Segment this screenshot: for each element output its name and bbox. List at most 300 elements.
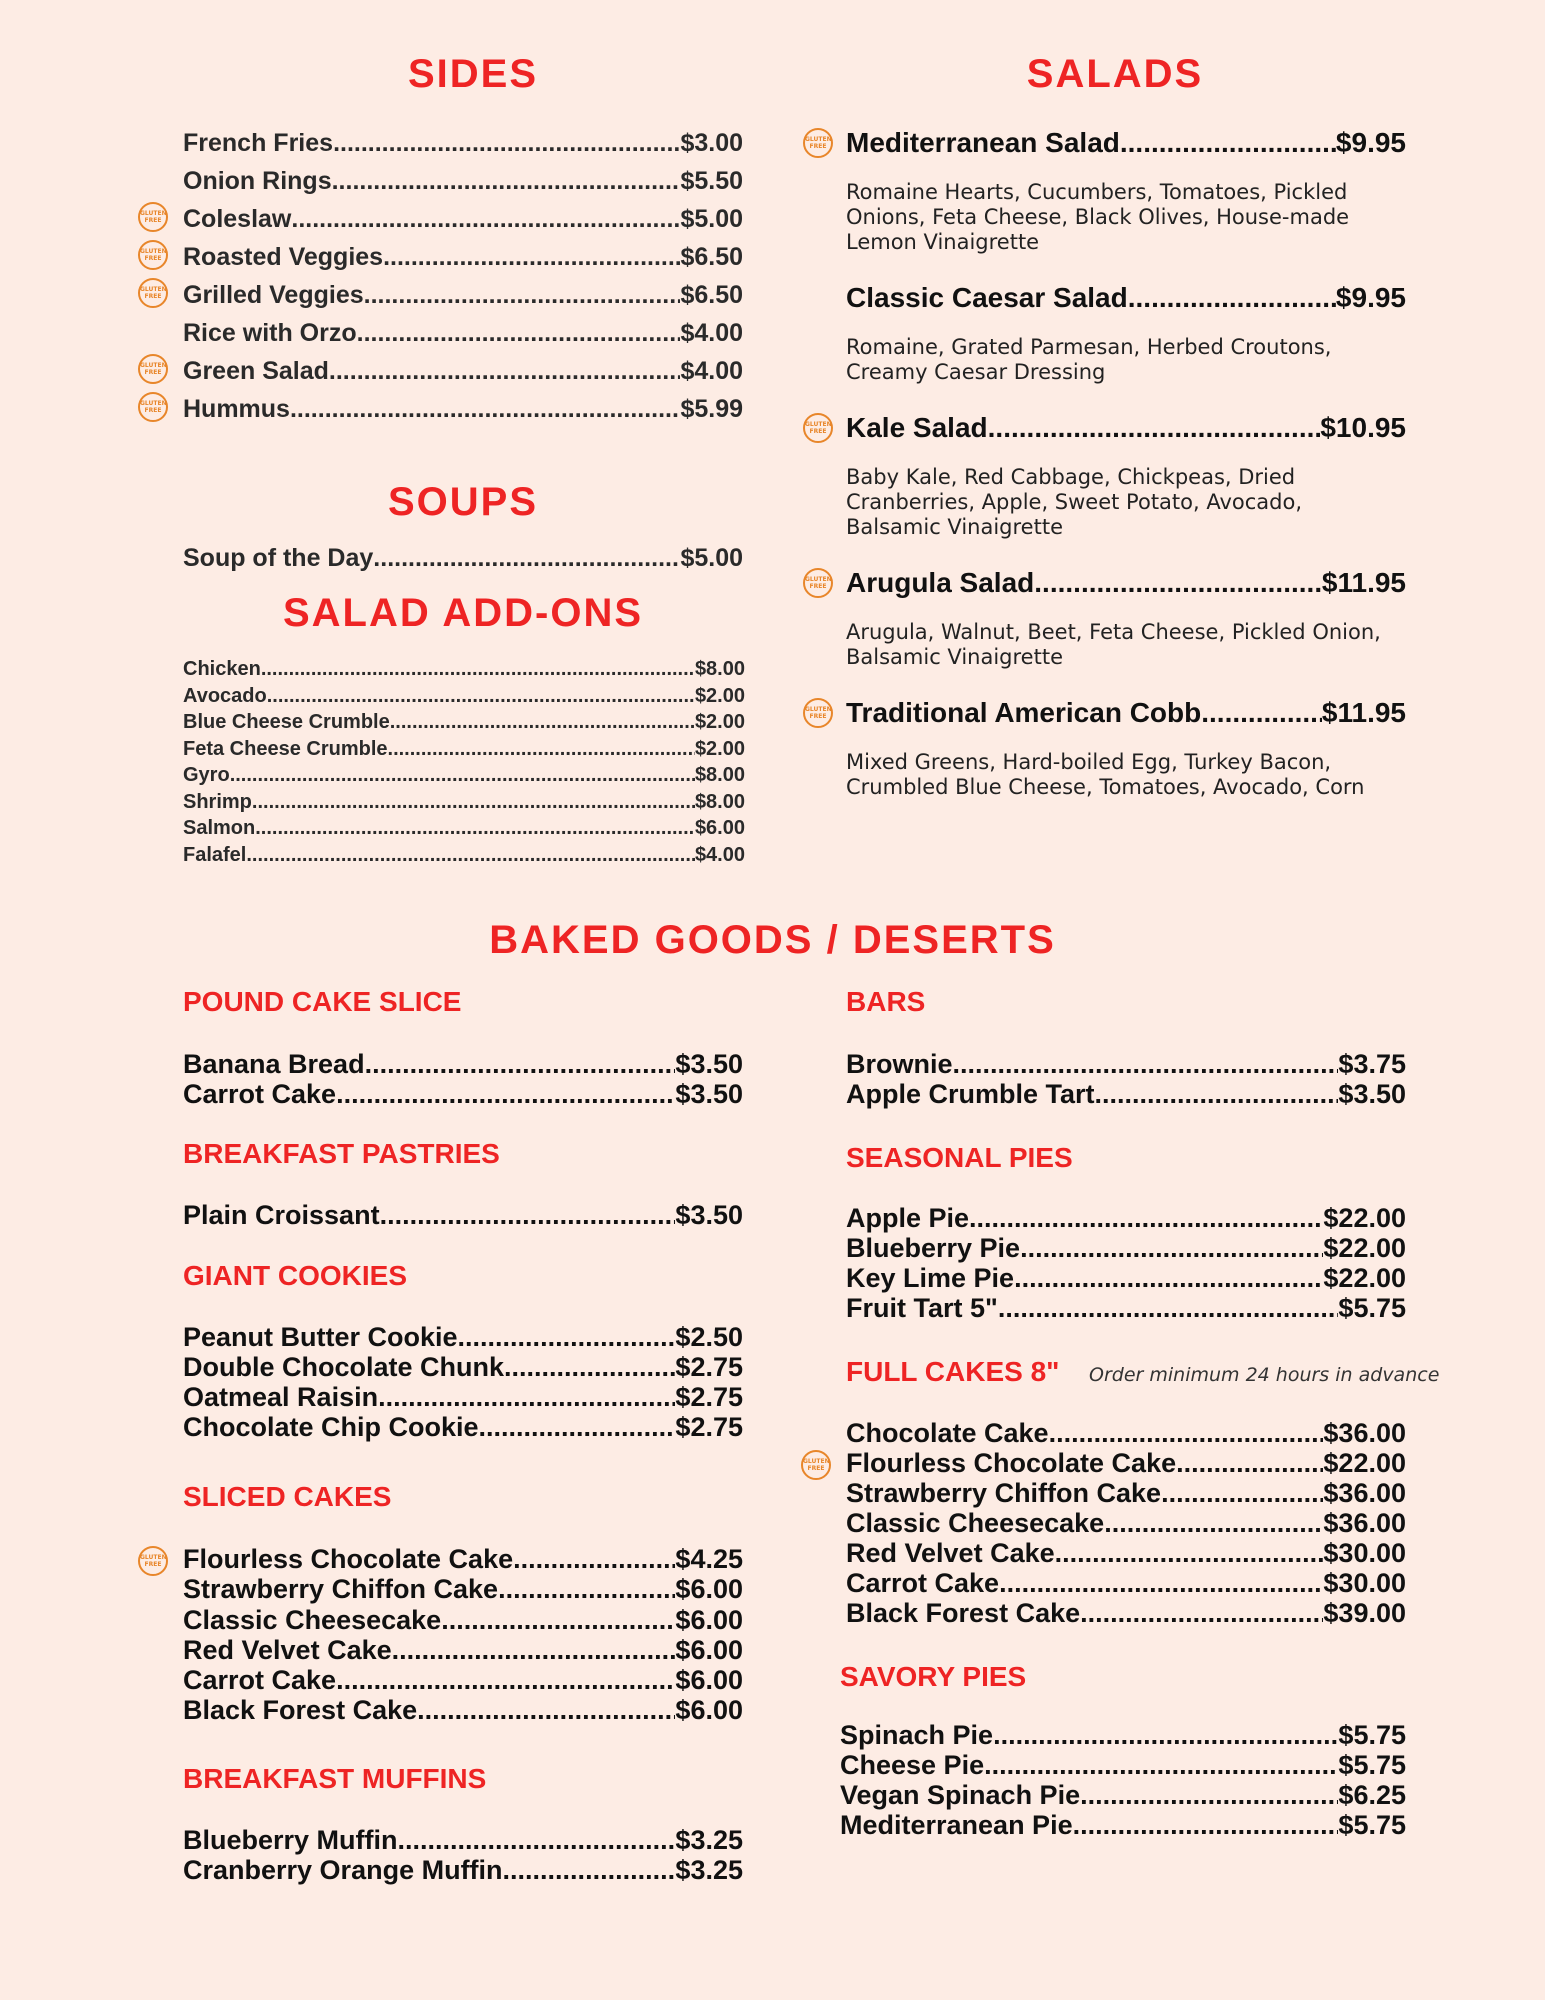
dot-leader	[1073, 1810, 1339, 1840]
full-cakes-list	[803, 1418, 1406, 1628]
menu-item-name: Arugula Salad	[846, 567, 1035, 598]
gluten-free-icon: GLUTEN FREE	[803, 698, 833, 728]
menu-item-row	[840, 1810, 1406, 1840]
gluten-free-icon: GLUTEN FREE	[138, 240, 168, 270]
menu-item-description: Arugula, Walnut, Beet, Feta Cheese, Pickled Onion, Balsamic Vinaigrette	[846, 620, 1381, 669]
dot-leader	[390, 709, 695, 736]
menu-item-price: $8.00	[694, 764, 745, 786]
menu-item-price: $30.00	[1323, 1568, 1406, 1598]
menu-item-price: $2.00	[694, 684, 745, 707]
dot-leader	[479, 1412, 676, 1442]
menu-item-price: $39.00	[1323, 1598, 1406, 1628]
menu-item-name: Flourless Chocolate Cake	[183, 1544, 514, 1574]
dot-leader	[503, 1855, 676, 1885]
menu-item-row	[840, 1750, 1406, 1780]
menu-item-name: Kale Salad	[846, 412, 988, 443]
menu-item	[140, 352, 743, 390]
dot-leader	[329, 352, 681, 390]
menu-item-name: Red Velvet Cake	[183, 1634, 392, 1665]
menu-item	[805, 564, 1406, 670]
menu-item-price: $3.25	[675, 1825, 743, 1855]
dot-leader	[417, 1695, 675, 1725]
menu-item-row	[846, 694, 1406, 732]
menu-item-price: $2.75	[675, 1382, 743, 1412]
menu-item-name: Classic Cheesecake	[846, 1508, 1105, 1538]
menu-item-row	[183, 1200, 743, 1230]
menu-item	[183, 1605, 743, 1635]
menu-item-row	[183, 1049, 743, 1079]
menu-item-price: $3.00	[680, 129, 743, 157]
menu-item-name: Salmon	[183, 817, 256, 839]
menu-item-name: Brownie	[846, 1049, 953, 1079]
menu-item-price: $5.00	[680, 205, 743, 233]
menu-item	[846, 1598, 1406, 1628]
menu-item-price: $22.00	[1323, 1263, 1406, 1293]
menu-item-name: Strawberry Chiffon Cake	[846, 1478, 1162, 1508]
dot-leader	[504, 1352, 675, 1382]
menu-item-name: Cheese Pie	[840, 1750, 985, 1780]
menu-item-price: $6.00	[675, 1634, 743, 1665]
menu-item-row	[183, 762, 745, 789]
dot-leader	[999, 1568, 1323, 1598]
menu-item-row	[183, 656, 745, 683]
menu-item	[183, 1665, 743, 1695]
menu-item-price: $3.50	[675, 1200, 743, 1230]
dot-leader	[984, 1750, 1338, 1780]
dot-leader	[261, 656, 695, 683]
dot-leader	[373, 539, 680, 577]
menu-item-name: Falafel	[183, 843, 247, 866]
menu-item-row	[183, 683, 745, 710]
menu-item-price: $5.00	[680, 544, 743, 572]
dot-leader	[267, 683, 695, 710]
menu-item-price: $4.00	[694, 843, 745, 866]
menu-item	[840, 1750, 1406, 1780]
menu-item-price: $8.00	[694, 658, 745, 680]
menu-item-row	[183, 539, 743, 577]
dot-leader	[1176, 1448, 1323, 1478]
menu-item-name: Carrot Cake	[183, 1665, 337, 1696]
dot-leader	[988, 409, 1321, 447]
menu-item-row	[183, 1352, 743, 1382]
menu-item-price: $5.50	[680, 167, 743, 195]
menu-item-price: $36.00	[1323, 1508, 1406, 1538]
menu-item	[183, 314, 743, 352]
menu-item-price: $6.00	[675, 1604, 743, 1635]
salad-addons-title: SALAD ADD-ONS	[282, 591, 644, 635]
menu-item-price: $6.00	[694, 817, 745, 839]
menu-item-name: Coleslaw	[183, 205, 292, 233]
menu-item-name: Green Salad	[183, 357, 329, 385]
menu-item-row	[846, 1538, 1406, 1568]
dot-leader	[969, 1203, 1323, 1233]
menu-item	[846, 1538, 1406, 1568]
menu-item-name: Flourless Chocolate Cake	[846, 1448, 1177, 1478]
menu-item	[183, 736, 745, 763]
dot-leader	[1020, 1233, 1323, 1263]
menu-item-price: $6.00	[675, 1665, 743, 1696]
menu-item-name: French Fries	[183, 129, 334, 157]
dot-leader	[357, 314, 681, 352]
menu-item-price: $2.00	[694, 711, 745, 733]
menu-item	[846, 1079, 1406, 1109]
dot-leader	[378, 1382, 675, 1412]
menu-item-price: $5.75	[1338, 1720, 1406, 1750]
menu-item	[805, 124, 1406, 255]
menu-item-name: Strawberry Chiffon Cake	[183, 1574, 499, 1605]
menu-item-row	[183, 124, 743, 162]
menu-item	[183, 1825, 743, 1855]
menu-item-row	[846, 1049, 1406, 1079]
menu-item	[846, 1418, 1406, 1448]
menu-item-row	[183, 1412, 743, 1442]
menu-item	[183, 656, 745, 683]
menu-item-price: $9.95	[1335, 282, 1406, 313]
menu-item-row	[183, 1695, 743, 1725]
dot-leader	[392, 1635, 676, 1665]
gluten-free-icon: GLUTEN FREE	[138, 354, 168, 384]
dot-leader	[998, 1293, 1339, 1323]
menu-item	[183, 815, 745, 842]
menu-item-description: Romaine Hearts, Cucumbers, Tomatoes, Pickled Onions, Feta Cheese, Black Olives, House-made Lemon Vinaigrette	[846, 180, 1350, 254]
salads-list	[805, 124, 1406, 824]
menu-item-row	[183, 815, 745, 842]
menu-item-name: Soup of the Day	[183, 544, 374, 572]
menu-item	[846, 1293, 1406, 1323]
menu-item-row	[183, 314, 743, 352]
menu-item-price: $6.50	[680, 243, 743, 271]
menu-item-name: Carrot Cake	[846, 1568, 1000, 1598]
gluten-free-icon: GLUTEN FREE	[138, 392, 168, 422]
menu-item-name: Double Chocolate Chunk	[183, 1352, 505, 1382]
menu-item	[183, 1200, 743, 1230]
menu-item-name: Feta Cheese Crumble	[183, 737, 388, 760]
sliced-cakes-heading: SLICED CAKES	[183, 1481, 392, 1512]
menu-item-row	[183, 238, 743, 276]
dot-leader	[1034, 564, 1322, 602]
menu-item-row	[183, 1079, 743, 1109]
dot-leader	[1014, 1263, 1323, 1293]
menu-item-price: $36.00	[1323, 1418, 1406, 1448]
menu-item-name: Fruit Tart 5"	[846, 1293, 998, 1323]
menu-item-row	[183, 390, 743, 428]
menu-item-row	[846, 409, 1406, 447]
menu-item-price: $3.50	[1338, 1079, 1406, 1109]
menu-item-name: Vegan Spinach Pie	[840, 1780, 1081, 1810]
menu-item-row	[846, 1448, 1406, 1478]
menu-item-row	[183, 1544, 743, 1574]
menu-item-name: Blueberry Pie	[846, 1233, 1021, 1263]
menu-item-price: $5.75	[1338, 1750, 1406, 1780]
seasonal-pies-heading: SEASONAL PIES	[846, 1142, 1073, 1173]
menu-item-row	[183, 1322, 743, 1352]
menu-item-row	[846, 1568, 1406, 1598]
menu-item	[846, 279, 1406, 385]
menu-item-name: Apple Crumble Tart	[846, 1079, 1095, 1109]
menu-item-row	[840, 1780, 1406, 1810]
menu-item	[183, 762, 745, 789]
dot-leader	[441, 1605, 675, 1635]
menu-item	[805, 409, 1406, 540]
menu-item-name: Mediterranean Pie	[840, 1810, 1073, 1840]
menu-item-row	[846, 1263, 1406, 1293]
menu-item-row	[183, 276, 743, 314]
menu-item-price: $22.00	[1323, 1203, 1406, 1233]
dot-leader	[993, 1720, 1338, 1750]
menu-item-row	[183, 1855, 743, 1885]
menu-item-row	[846, 124, 1406, 162]
dot-leader	[1104, 1508, 1323, 1538]
menu-item-row	[183, 1665, 743, 1695]
menu-item-price: $3.50	[675, 1079, 743, 1109]
menu-item-price: $6.00	[675, 1695, 743, 1726]
menu-item-name: Chocolate Cake	[846, 1418, 1049, 1448]
soups-title: SOUPS	[387, 480, 539, 524]
menu-item-name: Shrimp	[183, 790, 252, 813]
dot-leader	[230, 762, 695, 789]
menu-item-price: $2.75	[675, 1412, 743, 1442]
menu-item	[840, 1720, 1406, 1750]
gluten-free-icon: GLUTEN FREE	[138, 1546, 168, 1576]
dot-leader	[1161, 1478, 1323, 1508]
menu-item	[846, 1478, 1406, 1508]
menu-item	[183, 1412, 743, 1442]
menu-item	[183, 1695, 743, 1725]
menu-item-row	[183, 1825, 743, 1855]
menu-item-row	[183, 1605, 743, 1635]
menu-item	[183, 1574, 743, 1604]
menu-item-name: Chocolate Chip Cookie	[183, 1412, 479, 1442]
menu-item	[140, 1544, 743, 1574]
menu-item-price: $3.25	[675, 1855, 743, 1885]
menu-item-price: $4.25	[675, 1544, 743, 1574]
dot-leader	[336, 1665, 675, 1695]
gluten-free-icon: GLUTEN FREE	[803, 413, 833, 443]
gluten-free-icon: GLUTEN FREE	[138, 278, 168, 308]
menu-item-row	[846, 1508, 1406, 1538]
salad-addons-list	[183, 656, 745, 868]
menu-item-row	[183, 162, 743, 200]
menu-item-row	[183, 352, 743, 390]
menu-item	[840, 1810, 1406, 1840]
menu-item	[183, 1322, 743, 1352]
sides-title: SIDES	[407, 52, 539, 96]
menu-item-row	[846, 1233, 1406, 1263]
menu-item	[183, 1855, 743, 1885]
dot-leader	[255, 815, 695, 842]
breakfast-pastries-list	[183, 1200, 743, 1230]
menu-item	[846, 1508, 1406, 1538]
menu-item	[846, 1049, 1406, 1079]
menu-item	[183, 1635, 743, 1665]
dot-leader	[365, 1049, 676, 1079]
menu-item	[846, 1233, 1406, 1263]
menu-item-row	[846, 279, 1406, 317]
menu-item-name: Black Forest Cake	[846, 1598, 1081, 1628]
menu-item-price: $4.00	[680, 319, 743, 347]
menu-item-name: Onion Rings	[183, 167, 332, 195]
bars-heading: BARS	[846, 986, 926, 1017]
savory-pies-list	[840, 1720, 1406, 1840]
dot-leader	[1201, 694, 1322, 732]
menu-item-price: $2.75	[675, 1352, 743, 1382]
menu-item-name: Red Velvet Cake	[846, 1538, 1055, 1568]
menu-item-price: $22.00	[1323, 1233, 1406, 1263]
gluten-free-icon: GLUTEN FREE	[803, 568, 833, 598]
menu-item-row	[846, 1418, 1406, 1448]
menu-item-price: $2.50	[675, 1322, 743, 1352]
menu-item-price: $36.00	[1323, 1478, 1406, 1508]
menu-item-row	[183, 1382, 743, 1412]
menu-item-row	[846, 564, 1406, 602]
menu-item-row	[846, 1478, 1406, 1508]
menu-item-price: $5.75	[1338, 1810, 1406, 1840]
menu-item	[183, 1049, 743, 1079]
dot-leader	[1080, 1780, 1338, 1810]
menu-item-price: $30.00	[1323, 1538, 1406, 1568]
menu-item-name: Cranberry Orange Muffin	[183, 1855, 503, 1885]
menu-item-name: Black Forest Cake	[183, 1695, 418, 1726]
menu-item-name: Blue Cheese Crumble	[183, 711, 390, 733]
menu-item	[183, 789, 745, 816]
baked-goods-title: BAKED GOODS / DESERTS	[489, 918, 1056, 962]
giant-cookies-list	[183, 1322, 743, 1442]
giant-cookies-heading: GIANT COOKIES	[183, 1260, 408, 1291]
breakfast-muffins-heading: BREAKFAST MUFFINS	[183, 1763, 487, 1794]
menu-item	[183, 124, 743, 162]
pound-cake-heading: POUND CAKE SLICE	[183, 986, 462, 1017]
menu-item-row	[846, 1598, 1406, 1628]
menu-item-row	[846, 1293, 1406, 1323]
menu-item-name: Mediterranean Salad	[846, 127, 1120, 158]
menu-item-name: Hummus	[183, 395, 290, 423]
menu-item-description: Baby Kale, Red Cabbage, Chickpeas, Dried Cranberries, Apple, Sweet Potato, Avocado, Balsamic Vinaigrette	[846, 465, 1303, 539]
dot-leader	[383, 238, 680, 276]
menu-item-name: Carrot Cake	[183, 1079, 337, 1109]
dot-leader	[1095, 1079, 1339, 1109]
menu-item-name: Classic Caesar Salad	[846, 282, 1128, 313]
menu-item-row	[846, 1079, 1406, 1109]
menu-item-name: Plain Croissant	[183, 1200, 380, 1230]
menu-item-price: $10.95	[1320, 412, 1406, 443]
menu-item	[183, 1352, 743, 1382]
pound-cake-list	[183, 1049, 743, 1109]
menu-item-row	[183, 789, 745, 816]
menu-item-name: Roasted Veggies	[183, 243, 384, 271]
sliced-cakes-list	[140, 1544, 743, 1726]
menu-item-price: $6.25	[1338, 1780, 1406, 1810]
menu-item-name: Avocado	[183, 684, 267, 707]
menu-item-price: $11.95	[1321, 697, 1406, 728]
dot-leader	[388, 736, 695, 763]
gluten-free-icon: GLUTEN FREE	[801, 1450, 831, 1480]
dot-leader	[398, 1825, 676, 1855]
menu-item	[140, 390, 743, 428]
menu-item	[140, 200, 743, 238]
menu-item	[140, 276, 743, 314]
dot-leader	[332, 162, 681, 200]
menu-item-name: Peanut Butter Cookie	[183, 1322, 458, 1352]
menu-item-name: Oatmeal Raisin	[183, 1382, 379, 1412]
menu-item-price: $6.50	[680, 281, 743, 309]
seasonal-pies-list	[846, 1203, 1406, 1323]
menu-item-name: Traditional American Cobb	[846, 697, 1202, 728]
sides-list	[140, 124, 743, 428]
dot-leader	[953, 1049, 1339, 1079]
breakfast-muffins-list	[183, 1825, 743, 1885]
salads-title: SALADS	[1026, 52, 1204, 96]
menu-item-name: Gyro	[183, 764, 230, 786]
menu-item-price: $3.50	[675, 1049, 743, 1079]
menu-item-name: Spinach Pie	[840, 1720, 994, 1750]
menu-item-description: Mixed Greens, Hard-boiled Egg, Turkey Bacon, Crumbled Blue Cheese, Tomatoes, Avocado, Corn	[846, 750, 1365, 799]
menu-item-description: Romaine, Grated Parmesan, Herbed Croutons, Creamy Caesar Dressing	[846, 335, 1332, 384]
dot-leader	[333, 124, 680, 162]
menu-item	[183, 709, 745, 736]
menu-item-name: Classic Cheesecake	[183, 1604, 442, 1635]
menu-item-row	[183, 736, 745, 763]
menu-item	[840, 1780, 1406, 1810]
menu-item-name: Chicken	[183, 658, 261, 680]
dot-leader	[1055, 1538, 1324, 1568]
dot-leader	[1120, 124, 1336, 162]
gluten-free-icon: GLUTEN FREE	[138, 202, 168, 232]
menu-item-price: $3.75	[1338, 1049, 1406, 1079]
menu-item-row	[840, 1720, 1406, 1750]
dot-leader	[380, 1200, 676, 1230]
menu-item-row	[846, 1203, 1406, 1233]
menu-item-price: $22.00	[1323, 1448, 1406, 1478]
dot-leader	[458, 1322, 676, 1352]
menu-item	[183, 539, 743, 577]
menu-item	[846, 1568, 1406, 1598]
dot-leader	[1128, 279, 1336, 317]
menu-item	[805, 694, 1406, 800]
dot-leader	[336, 1079, 675, 1109]
menu-item	[140, 238, 743, 276]
menu-item-name: Key Lime Pie	[846, 1263, 1015, 1293]
breakfast-pastries-heading: BREAKFAST PASTRIES	[183, 1138, 500, 1169]
menu-item-name: Grilled Veggies	[183, 281, 364, 309]
savory-pies-heading: SAVORY PIES	[840, 1661, 1027, 1692]
dot-leader	[252, 789, 695, 816]
menu-item-row	[183, 842, 745, 869]
menu-item	[183, 842, 745, 869]
menu-item-row	[183, 1574, 743, 1604]
menu-item	[846, 1203, 1406, 1233]
menu-item-row	[183, 200, 743, 238]
soups-list	[183, 539, 743, 577]
dot-leader	[498, 1574, 675, 1604]
menu-item	[183, 162, 743, 200]
menu-item	[803, 1448, 1406, 1478]
menu-item-price: $4.00	[680, 357, 743, 385]
menu-item-name: Blueberry Muffin	[183, 1825, 398, 1855]
full-cakes-note: Order minimum 24 hours in advance	[1089, 1364, 1440, 1386]
menu-item-name: Banana Bread	[183, 1049, 365, 1079]
dot-leader	[1080, 1598, 1323, 1628]
dot-leader	[290, 390, 680, 428]
dot-leader	[291, 200, 680, 238]
menu-item	[846, 1263, 1406, 1293]
menu-item-name: Rice with Orzo	[183, 319, 357, 347]
menu-item-name: Apple Pie	[846, 1203, 970, 1233]
menu-item-price: $5.99	[680, 395, 743, 423]
bars-list	[846, 1049, 1406, 1109]
menu-item-row	[183, 709, 745, 736]
menu-item	[183, 1079, 743, 1109]
menu-item-price: $9.95	[1335, 127, 1406, 158]
